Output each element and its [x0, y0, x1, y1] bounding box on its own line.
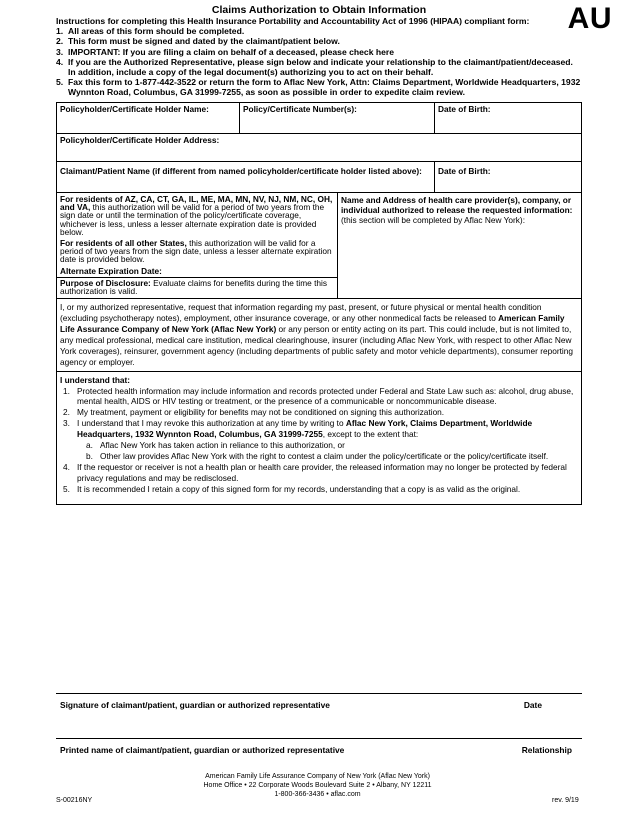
- date-label: Date: [523, 700, 542, 710]
- provider-note: (this section will be completed by Aflac New York):: [341, 214, 525, 225]
- claimant-row: [57, 161, 581, 192]
- purpose-of-disclosure: Purpose of Disclosure: Evaluate claims for benefits during the time this authorization is valid.: [57, 277, 337, 298]
- holder-row: [57, 103, 581, 133]
- policy-number-field[interactable]: Policy/Certificate Number(s):: [239, 103, 434, 133]
- understand-sub-item: b. Other law provides Aflac New York with the right to contest a claim under the policy/certificate or the policy/certificate itself.: [86, 450, 549, 461]
- instruction-item: 5. Fax this form to 1-877-442-3522 or return the form to Aflac New York, Attn: Claims Department, Worldwide Headquarters, 1932 Wynnton Road, Columbus, GA 31999-7255, as soon as possible in order to expedite claim review.: [56, 77, 581, 98]
- instructions-heading: Instructions for completing this Health Insurance Portability and Accountability Act of 1996 (HIPAA) compliant form:: [56, 16, 530, 26]
- footer: [0, 772, 635, 799]
- instruction-item: 4. If you are the Authorized Representative, please sign below and indicate your relationship to the claimant/patient/deceased. In addition, include a copy of the legal document(s) authorizing you to act on their behalf.: [56, 56, 573, 78]
- understand-item: 4. If the requestor or receiver is not a health plan or health care provider, the released information may no longer be protected by federal privacy regulations and may be redisclosed.: [63, 461, 567, 483]
- authorization-row: [57, 298, 581, 371]
- understand-sub-list: [77, 440, 578, 462]
- footer-contact: 1-800-366-3436 • aflac.com: [274, 791, 361, 798]
- understand-item: 1. Protected health information may include information and records protected under Federal and State Law such as: alcohol, drug abuse, mental health, AIDS or HIV testing or treatment, or the presence of a communicable or noncommunicable disease.: [63, 385, 574, 407]
- residents-row: [57, 192, 581, 298]
- residents-text-1: For residents of AZ, CA, CT, GA, IL, ME, MA, MN, NV, NJ, NM, NC, OH, and VA, this authorization will be valid for a period of two years from the sign date or until the termination of the policy/certificate coverage, whichever is less, unless a lesser alternate expiration date is provided below.: [60, 193, 333, 238]
- understand-list: [60, 386, 578, 495]
- form-page: [56, 2, 612, 505]
- instruction-item: 1. All areas of this form should be completed.: [56, 26, 245, 37]
- understand-sub-item: a. Aflac New York has taken action in reliance to this authorization, or: [86, 440, 345, 451]
- holder-name-field[interactable]: Policyholder/Certificate Holder Name:: [60, 103, 209, 114]
- printed-name-label: Printed name of claimant/patient, guardian or authorized representative: [60, 745, 345, 755]
- signature-line[interactable]: [56, 693, 582, 694]
- understand-heading: I understand that:: [60, 374, 131, 385]
- residents-text-2: For residents of all other States, this authorization will be valid for a period of two years from the sign date, unless a lesser alternate expiration date is provided below.: [60, 237, 332, 265]
- dob-field[interactable]: Date of Birth:: [434, 103, 581, 133]
- signature-labels: [60, 700, 580, 710]
- relationship-label: Relationship: [521, 745, 572, 755]
- holder-address-field[interactable]: Policyholder/Certificate Holder Address:: [60, 134, 220, 145]
- footer-company: American Family Life Assurance Company of New York (Aflac New York): [205, 773, 430, 780]
- alternate-expiration-field[interactable]: Alternate Expiration Date:: [60, 265, 162, 276]
- revision: rev. 9/19: [552, 797, 579, 804]
- understand-row: [57, 371, 581, 504]
- authorization-text: I, or my authorized representative, request that information regarding my past, present, or future physical or mental health condition (excluding psychotherapy notes), employment, other insurance coverage, or any other nonmedical facts be released to American Family Life Assurance Company of New York (Aflac New York) or any person or entity acting on its part. This could include, but is not limited to, any medical professional, medical care institution, medical clearinghouse, insurer (including Aflac New York, with respect to other Aflac New York coverages), reinsurer, government agency (including departments of public safety and motor vehicle departments), consumer reporting agency or employer.: [60, 301, 573, 367]
- instructions-list: [56, 26, 582, 97]
- footer-address: Home Office • 22 Corporate Woods Boulevard Suite 2 • Albany, NY 12211: [203, 782, 432, 789]
- form-title: Claims Authorization to Obtain Information: [211, 4, 427, 16]
- printed-name-line[interactable]: [56, 738, 582, 739]
- understand-item: 3. I understand that I may revoke this authorization at any time by writing to Aflac New York, Claims Department, Worldwide Headquarters, 1932 Wynnton Road, Columbus, GA 31999-7255, except to the extent that: a. Aflac New York has taken action in reliance to this authorization, or b. Other law provides Aflac New York with the right to contest a claim under the policy/certificate or the policy/certificate itself.: [60, 418, 578, 462]
- claimant-name-field[interactable]: Claimant/Patient Name (if different from named policyholder/certificate holder listed above):: [60, 165, 422, 176]
- residents-column: [57, 193, 337, 298]
- understand-item: 5. It is recommended I retain a copy of this signed form for my records, understanding that a copy is as valid as the original.: [63, 483, 521, 494]
- signature-label: Signature of claimant/patient, guardian or authorized representative: [60, 700, 330, 710]
- instruction-item: 3. IMPORTANT: If you are filing a claim on behalf of a deceased, please check here: [56, 46, 395, 57]
- understand-section: [57, 372, 581, 504]
- provider-section[interactable]: [337, 193, 581, 298]
- printed-name-labels: [60, 745, 580, 755]
- instruction-item: 2. This form must be signed and dated by the claimant/patient below.: [56, 36, 340, 47]
- provider-heading: Name and Address of health care provider(s), company, or individual authorized to release the requested information:: [341, 194, 573, 215]
- understand-item: 2. My treatment, payment or eligibility for benefits may not be conditioned on signing this authorization.: [63, 407, 445, 418]
- address-row: [57, 133, 581, 161]
- form-table: [56, 102, 582, 505]
- form-code: AU: [567, 2, 612, 35]
- claimant-dob-field[interactable]: Date of Birth:: [434, 162, 581, 192]
- form-number: S-00216NY: [56, 797, 93, 804]
